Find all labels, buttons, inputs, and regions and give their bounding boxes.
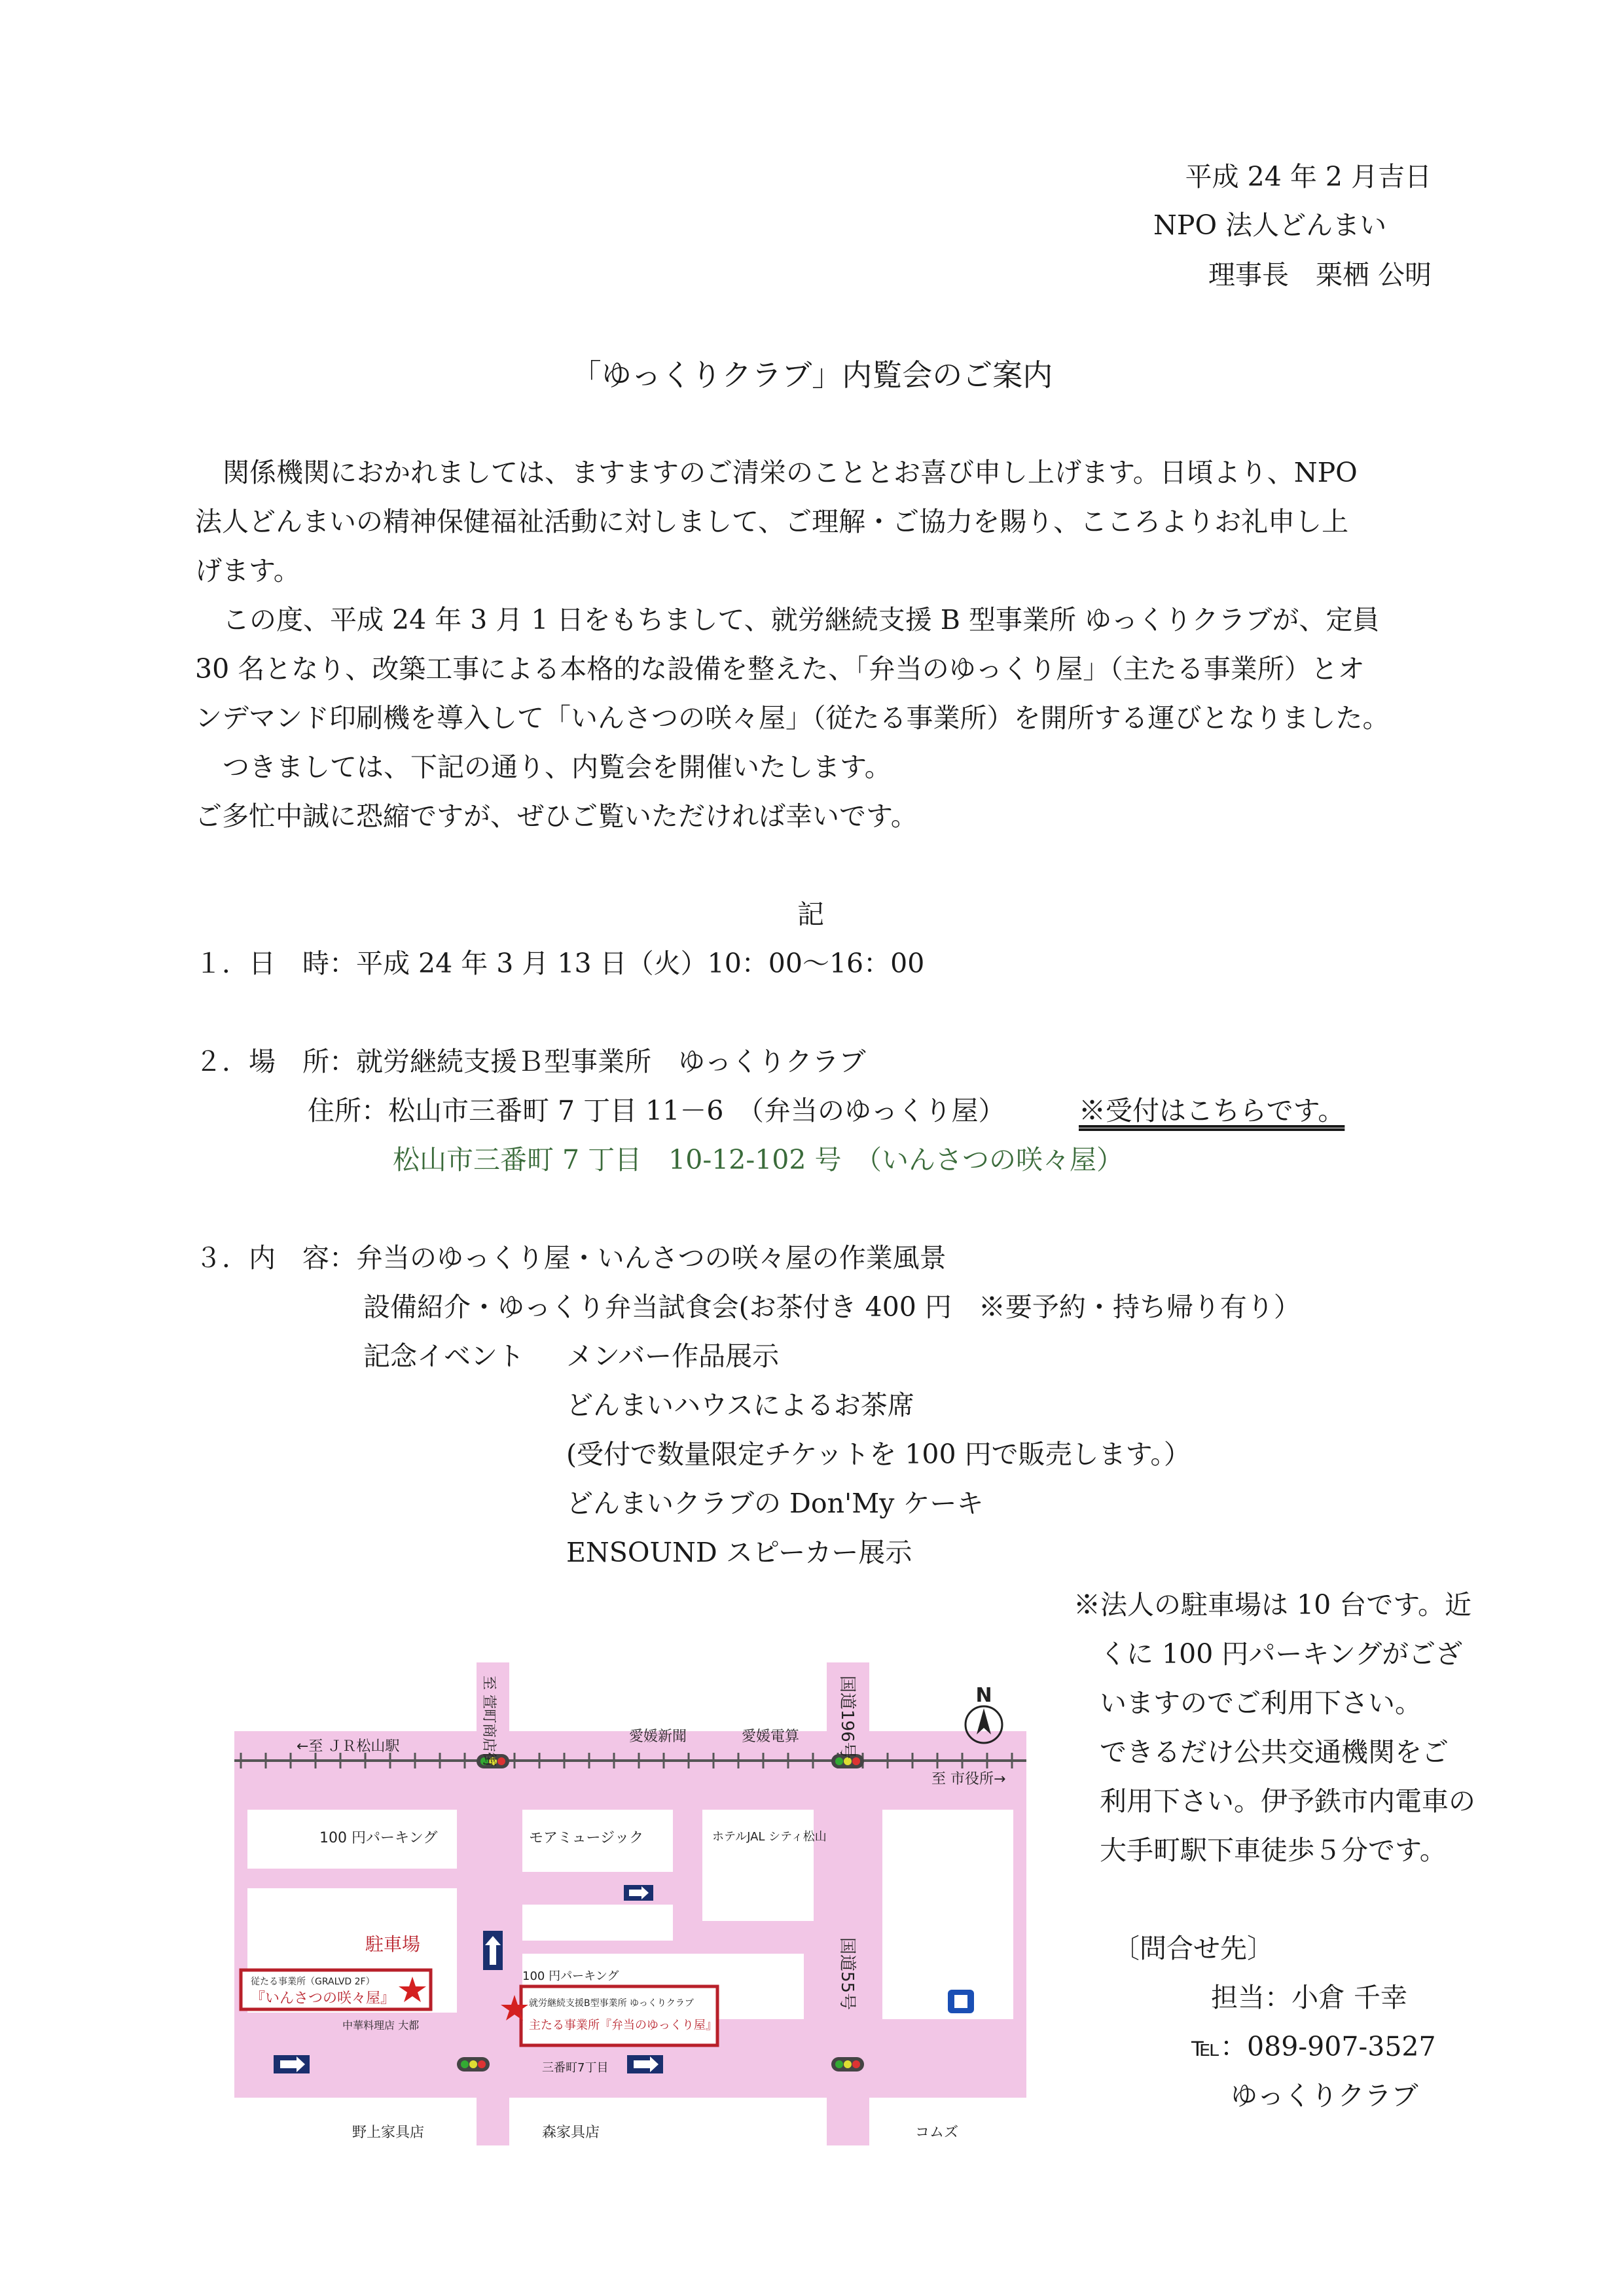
parking-100-label: 100 円パーキング	[319, 1830, 438, 1846]
ehime-densan-label: 愛媛電算	[742, 1729, 800, 1745]
access-map	[234, 1662, 1026, 2145]
traffic-signal-icon	[831, 2057, 864, 2072]
paragraph-3-line-2: ご多忙中誠に恐縮ですが、ぜひご覧いただければ幸いです。	[195, 800, 918, 832]
one-way-arrow-icon	[627, 2055, 663, 2073]
content-event-2: どんまいハウスによるお茶席	[566, 1390, 914, 1421]
content-event-4: どんまいクラブの Don'My ケーキ	[566, 1488, 984, 1519]
paragraph-1-line-1: 関係機関におかれましては、ますますのご清栄のこととお喜び申し上げます。日頃より、NPO	[223, 457, 1358, 488]
sakisaki-store-label: 『いんさつの咲々屋』	[251, 1990, 395, 2007]
parking-lot-label: 駐車場	[365, 1933, 421, 1955]
north-label: N	[975, 1684, 992, 1707]
address-sub: 松山市三番町 7 丁目 10-12-102 号 （いんさつの咲々屋）	[393, 1144, 1123, 1175]
mori-furniture-label: 森家具店	[542, 2125, 600, 2141]
parking-100-label-2: 100 円パーキング	[522, 1969, 619, 1983]
traffic-signal-icon	[457, 2057, 490, 2072]
hotel-label: ホテルJAL シティ松山	[712, 1830, 827, 1844]
one-way-arrow-icon	[624, 1885, 653, 1901]
issue-date: 平成 24 年 2 月吉日	[1185, 161, 1432, 192]
content-equipment: 設備紹介・ゆっくり弁当試食会(お茶付き 400 円 ※要予約・持ち帰り有り）	[363, 1291, 1301, 1323]
reception-note: ※受付はこちらです。	[1079, 1095, 1345, 1126]
paragraph-1-line-3: げます。	[195, 555, 300, 586]
parking-note-1: ※法人の駐車場は 10 台です。近	[1074, 1589, 1471, 1621]
ki-heading: 記	[797, 899, 824, 930]
to-jr-label: ←至 ＪＲ松山駅	[297, 1738, 400, 1755]
parking-note-2: くに 100 円パーキングがござ	[1100, 1638, 1463, 1670]
content-event-label: 記念イベント	[363, 1340, 524, 1372]
more-music-label: モアミュージック	[529, 1830, 644, 1846]
paragraph-1-line-2: 法人どんまいの精神保健福祉活動に対しまして、ご理解・ご協力を賜り、こころよりお礼申し上	[195, 506, 1349, 537]
one-way-up-arrow-icon	[483, 1931, 503, 1970]
document-title: 「ゆっくりクラブ」内覧会のご案内	[571, 357, 1053, 393]
paragraph-2-line-2: 30 名となり、改築工事による本格的な設備を整えた、「弁当のゆっくり屋」（主たる事業所）とオ	[195, 653, 1365, 685]
nogami-furniture-label: 野上家具店	[352, 2125, 425, 2141]
kayamachi-road-label: 至 萱町商店街	[480, 1676, 497, 1767]
parking-note-6: 大手町駅下車徒歩５分です。	[1100, 1835, 1447, 1866]
content-event-1: メンバー作品展示	[566, 1340, 780, 1372]
sanbancho-label: 三番町7丁目	[542, 2061, 609, 2075]
route-196-label: 国道196号	[837, 1676, 857, 1759]
address-main: 住所：松山市三番町 7 丁目 11－6 （弁当のゆっくり屋）	[308, 1095, 1005, 1126]
content-event-3: (受付で数量限定チケットを 100 円で販売します。）	[566, 1439, 1191, 1470]
yukkuri-sub-label: 就労継続支援B型事業所 ゆっくりクラブ	[529, 1998, 694, 2009]
parking-note-4: できるだけ公共交通機関をご	[1100, 1736, 1449, 1768]
contact-heading: 〔問合せ先〕	[1113, 1933, 1274, 1964]
contact-tel: ℡：089-907-3527	[1191, 2031, 1436, 2062]
to-city-hall-label: 至 市役所→	[931, 1771, 1006, 1787]
item-content: ３．内 容：弁当のゆっくり屋・いんさつの咲々屋の作業風景	[195, 1242, 947, 1274]
parking-note-5: 利用下さい。伊予鉄市内電車の	[1100, 1785, 1475, 1817]
item-place: ２．場 所：就労継続支援Ｂ型事業所 ゆっくりクラブ	[195, 1046, 866, 1077]
paragraph-2-line-3: ンデマンド印刷機を導入して「いんさつの咲々屋」（従たる事業所）を開所する運びとなりました。	[195, 702, 1390, 734]
item-date: １．日 時：平成 24 年 3 月 13 日（火）10：00～16：00	[195, 948, 925, 979]
one-way-arrow-icon	[274, 2055, 310, 2073]
paragraph-2-line-1: この度、平成 24 年 3 月 1 日をもちまして、就労継続支援 B 型事業所 ゆっくりクラブが、定員	[223, 604, 1380, 636]
paragraph-3-line-1: つきましては、下記の通り、内覧会を開催いたします。	[223, 751, 892, 783]
organization-name: NPO 法人どんまい	[1153, 209, 1387, 241]
ehime-newspaper-label: 愛媛新聞	[629, 1729, 687, 1745]
chuuka-label: 中華料理店 大都	[342, 2019, 420, 2032]
content-event-5: ENSOUND スピーカー展示	[566, 1537, 912, 1568]
comz-label: コムズ	[915, 2125, 959, 2141]
signer-name: 理事長 栗栖 公明	[1208, 259, 1432, 291]
yukkuri-store-label: 主たる事業所『弁当のゆっくり屋』	[529, 2018, 717, 2032]
parking-note-3: いますのでご利用下さい。	[1100, 1687, 1422, 1719]
yukkuri-store-box	[521, 1986, 717, 2045]
sakisaki-sub-label: 従たる事業所（GRALVD 2F）	[251, 1977, 375, 1987]
station-icon	[948, 1990, 974, 2013]
contact-org: ゆっくりクラブ	[1231, 2080, 1418, 2111]
contact-person: 担当：小倉 千幸	[1211, 1982, 1408, 2013]
route-56-label: 国道55号	[837, 1937, 857, 2011]
